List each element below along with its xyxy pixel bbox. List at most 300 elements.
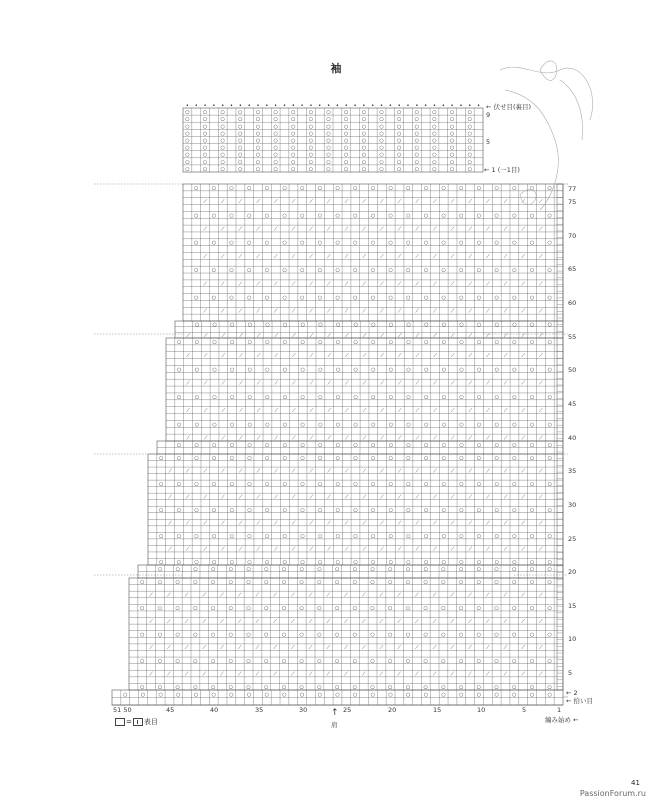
yarn-over-icon: ○ [334,658,340,665]
yarn-over-icon: ○ [282,507,288,514]
yarn-over-icon: ○ [335,185,340,192]
k2tog-icon: ⟋ [415,281,419,288]
k2tog-icon: ⟋ [256,435,261,442]
yarn-over-icon: ○ [273,145,278,152]
yarn-over-icon: ○ [370,240,376,247]
k2tog-icon: ⟋ [168,494,172,501]
k2tog-icon: ⟋ [485,592,490,599]
bind-off-icon: • [212,103,216,109]
yarn-over-icon: ○ [361,130,367,137]
yarn-over-icon: ○ [140,605,145,612]
yarn-over-icon: ○ [229,394,235,401]
k2tog-icon: ⟋ [450,520,455,527]
page-title: 袖 [330,62,342,75]
k2tog-icon: ⟋ [221,199,225,206]
yarn-over-icon: ○ [211,566,216,573]
yarn-over-icon: ○ [406,185,411,192]
k2tog-icon: ⟋ [361,618,366,625]
yarn-over-icon: ○ [308,130,314,137]
yarn-over-icon: ○ [211,212,217,219]
yarn-over-icon: ○ [308,123,314,130]
yarn-over-icon: ○ [211,240,217,247]
yarn-over-icon: ○ [300,455,305,462]
yarn-over-icon: ○ [494,658,499,665]
yarn-over-icon: ○ [423,481,429,488]
yarn-over-icon: ○ [494,481,499,488]
yarn-over-icon: ○ [140,658,145,665]
yarn-over-icon: ○ [432,138,437,144]
bind-off-icon: • [309,103,313,109]
yarn-over-icon: ○ [246,684,251,691]
yarn-over-icon: ○ [255,123,261,130]
yarn-over-icon: ○ [300,321,306,328]
k2tog-icon: ⟋ [203,435,208,442]
yarn-over-icon: ○ [423,691,429,698]
bind-off-icon: • [247,103,251,109]
yarn-over-icon: ○ [529,295,535,302]
k2tog-icon: ⟋ [397,671,401,678]
yarn-over-icon: ○ [265,481,270,488]
k2tog-icon: ⟋ [274,468,278,475]
yarn-over-icon: ○ [494,321,500,328]
k2tog-icon: ⟋ [309,333,314,340]
bind-off-icon: • [468,103,472,109]
yarn-over-icon: ○ [265,533,270,540]
k2tog-icon: ⟋ [221,333,226,340]
yarn-over-icon: ○ [282,185,287,192]
k2tog-icon: ⟋ [256,494,261,501]
yarn-over-icon: ○ [424,394,429,401]
yarn-over-icon: ○ [512,566,517,573]
yarn-over-icon: ○ [193,658,198,665]
yarn-over-icon: ○ [202,123,208,130]
k2tog-icon: ⟋ [237,671,242,678]
k2tog-icon: ⟋ [521,645,525,652]
k2tog-icon: ⟋ [291,494,296,501]
k2tog-icon: ⟋ [415,494,420,501]
yarn-over-icon: ○ [388,533,394,540]
yarn-over-icon: ○ [229,442,235,449]
yarn-over-icon: ○ [467,109,472,116]
yarn-over-icon: ○ [370,684,375,691]
k2tog-icon: ⟋ [291,308,296,315]
yarn-over-icon: ○ [361,116,367,123]
top-row-9: 9 [486,111,491,119]
yarn-over-icon: ○ [334,579,340,586]
yarn-over-icon: ○ [406,295,411,302]
k2tog-icon: ⟋ [255,592,260,599]
yarn-over-icon: ○ [379,159,384,166]
yarn-over-icon: ○ [194,559,199,566]
k2tog-icon: ⟋ [308,671,313,678]
k2tog-icon: ⟋ [486,494,490,501]
k2tog-icon: ⟋ [503,199,508,206]
k2tog-icon: ⟋ [326,671,331,678]
yarn-over-icon: ○ [273,152,278,159]
k2tog-icon: ⟋ [450,671,455,678]
yarn-over-icon: ○ [424,339,429,346]
yarn-over-icon: ○ [423,559,429,566]
k2tog-icon: ⟋ [380,333,384,340]
stitch-number: 10 [477,706,486,714]
k2tog-icon: ⟋ [221,380,226,387]
yarn-over-icon: ○ [388,185,393,192]
k2tog-icon: ⟋ [433,226,437,233]
yarn-over-icon: ○ [477,394,482,401]
yarn-over-icon: ○ [335,455,341,462]
yarn-over-icon: ○ [317,579,322,586]
k2tog-icon: ⟋ [292,380,296,387]
yarn-over-icon: ○ [406,481,411,488]
k2tog-icon: ⟋ [274,308,278,315]
k2tog-icon: ⟋ [238,308,243,315]
k2tog-icon: ⟋ [291,546,296,553]
yarn-over-icon: ○ [361,123,367,130]
yarn-over-icon: ○ [547,212,552,219]
yarn-over-icon: ○ [432,109,437,116]
yarn-over-icon: ○ [529,240,535,247]
yarn-over-icon: ○ [494,632,499,638]
bind-off-icon: • [327,103,331,109]
purl-stitch-icon [133,718,143,726]
k2tog-icon: ⟋ [539,618,543,625]
yarn-over-icon: ○ [273,109,278,116]
k2tog-icon: ⟋ [203,281,207,288]
k2tog-icon: ⟋ [274,253,278,260]
yarn-over-icon: ○ [459,240,464,247]
yarn-over-icon: ○ [353,533,358,540]
yarn-over-icon: ○ [547,684,552,691]
yarn-over-icon: ○ [424,442,429,449]
k2tog-icon: ⟋ [521,380,526,387]
k2tog-icon: ⟋ [238,494,243,501]
yarn-over-icon: ○ [220,166,225,173]
k2tog-icon: ⟋ [362,546,367,553]
yarn-over-icon: ○ [228,632,234,638]
yarn-over-icon: ○ [476,533,482,540]
yarn-over-icon: ○ [396,138,402,144]
yarn-over-icon: ○ [396,130,402,137]
yarn-over-icon: ○ [255,116,261,123]
k2tog-icon: ⟋ [291,618,295,625]
bind-off-icon: • [406,103,410,109]
yarn-over-icon: ○ [370,533,376,540]
yarn-over-icon: ○ [299,632,304,638]
yarn-over-icon: ○ [441,185,446,192]
yarn-over-icon: ○ [202,152,208,159]
k2tog-icon: ⟋ [221,435,226,442]
yarn-over-icon: ○ [370,185,376,192]
yarn-over-icon: ○ [352,632,358,638]
k2tog-icon: ⟋ [309,199,313,206]
k2tog-icon: ⟋ [468,520,473,527]
k2tog-icon: ⟋ [468,253,472,260]
k2tog-icon: ⟋ [326,592,331,599]
footer-watermark: PassionForum.ru [579,789,646,798]
yarn-over-icon: ○ [176,481,182,488]
k2tog-icon: ⟋ [238,520,243,527]
yarn-over-icon: ○ [326,130,331,137]
yarn-over-icon: ○ [228,579,234,586]
k2tog-icon: ⟋ [327,520,331,527]
yarn-over-icon: ○ [194,321,200,328]
yarn-over-icon: ○ [529,658,535,665]
yarn-over-icon: ○ [414,130,420,137]
yarn-over-icon: ○ [334,684,340,691]
k2tog-icon: ⟋ [468,380,473,387]
k2tog-icon: ⟋ [309,520,314,527]
yarn-over-icon: ○ [406,421,411,428]
yarn-over-icon: ○ [335,559,341,566]
yarn-over-icon: ○ [529,267,535,274]
yarn-over-icon: ○ [406,507,411,514]
k2tog-icon: ⟋ [327,308,331,315]
k2tog-icon: ⟋ [503,353,508,360]
yarn-over-icon: ○ [441,394,447,401]
yarn-over-icon: ○ [229,421,235,428]
k2tog-icon: ⟋ [539,645,543,652]
k2tog-icon: ⟋ [203,253,207,260]
k2tog-icon: ⟋ [433,408,437,415]
chart-band [112,690,563,705]
yarn-over-icon: ○ [370,605,375,612]
stitch-number: 45 [166,706,175,714]
k2tog-icon: ⟋ [220,645,224,652]
k2tog-icon: ⟋ [521,618,525,625]
yarn-over-icon: ○ [388,684,393,691]
k2tog-icon: ⟋ [274,353,279,360]
yarn-over-icon: ○ [361,159,367,166]
yarn-over-icon: ○ [441,295,446,302]
yarn-over-icon: ○ [370,566,375,573]
yarn-over-icon: ○ [194,421,200,428]
yarn-over-icon: ○ [264,579,269,586]
yarn-over-icon: ○ [335,507,341,514]
yarn-over-icon: ○ [229,691,234,698]
yarn-over-icon: ○ [423,632,428,638]
k2tog-icon: ⟋ [398,353,402,360]
yarn-over-icon: ○ [423,605,428,612]
yarn-over-icon: ○ [388,632,393,638]
k2tog-icon: ⟋ [184,671,189,678]
k2tog-icon: ⟋ [468,618,472,625]
yarn-over-icon: ○ [238,145,243,152]
yarn-over-icon: ○ [202,138,208,144]
yarn-over-icon: ○ [406,339,411,346]
yarn-over-icon: ○ [194,185,199,192]
yarn-over-icon: ○ [424,321,429,328]
k2tog-icon: ⟋ [486,520,490,527]
yarn-over-icon: ○ [529,442,535,449]
yarn-over-icon: ○ [529,321,535,328]
yarn-over-icon: ○ [423,267,429,274]
yarn-over-icon: ○ [220,109,225,116]
yarn-over-icon: ○ [547,658,552,665]
yarn-over-icon: ○ [370,658,375,665]
yarn-over-icon: ○ [220,123,225,130]
yarn-over-icon: ○ [388,366,394,373]
k2tog-icon: ⟋ [221,353,226,360]
yarn-over-icon: ○ [273,123,278,130]
yarn-over-icon: ○ [353,559,358,566]
k2tog-icon: ⟋ [415,520,420,527]
k2tog-icon: ⟋ [451,333,455,340]
yarn-over-icon: ○ [264,267,270,274]
yarn-over-icon: ○ [476,684,482,691]
k2tog-icon: ⟋ [255,645,260,652]
yarn-over-icon: ○ [220,152,225,159]
k2tog-icon: ⟋ [521,199,525,206]
k2tog-icon: ⟋ [539,468,543,475]
k2tog-icon: ⟋ [292,333,296,340]
yarn-over-icon: ○ [281,632,287,638]
yarn-over-icon: ○ [229,339,235,346]
yarn-over-icon: ○ [176,507,182,514]
yarn-over-icon: ○ [529,185,535,192]
yarn-over-icon: ○ [247,455,252,462]
yarn-over-icon: ○ [476,212,482,219]
yarn-over-icon: ○ [512,339,517,346]
yarn-over-icon: ○ [273,138,278,144]
yarn-over-icon: ○ [512,684,517,691]
yarn-over-icon: ○ [326,152,331,159]
yarn-over-icon: ○ [229,267,234,274]
yarn-over-icon: ○ [476,566,482,573]
k2tog-icon: ⟋ [539,380,543,387]
yarn-over-icon: ○ [512,421,517,428]
k2tog-icon: ⟋ [344,281,349,288]
k2tog-icon: ⟋ [292,408,296,415]
yarn-over-icon: ○ [361,152,367,159]
k2tog-icon: ⟋ [521,308,525,315]
bind-off-icon: • [424,103,428,109]
yarn-over-icon: ○ [229,240,234,247]
yarn-over-icon: ○ [344,145,349,152]
yarn-over-icon: ○ [300,533,305,540]
yarn-over-icon: ○ [529,691,535,698]
yarn-over-icon: ○ [406,442,411,449]
yarn-over-icon: ○ [441,691,446,698]
yarn-over-icon: ○ [459,533,464,540]
yarn-over-icon: ○ [388,442,394,449]
k2tog-icon: ⟋ [309,468,314,475]
k2tog-icon: ⟋ [521,353,526,360]
yarn-over-icon: ○ [388,566,393,573]
yarn-over-icon: ○ [246,579,251,586]
k2tog-icon: ⟋ [379,592,384,599]
yarn-over-icon: ○ [326,109,331,116]
k2tog-icon: ⟋ [203,408,208,415]
yarn-over-icon: ○ [547,632,552,638]
yarn-over-icon: ○ [379,152,384,159]
yarn-over-icon: ○ [175,658,180,665]
yarn-over-icon: ○ [547,366,552,373]
yarn-over-icon: ○ [212,394,217,401]
yarn-over-icon: ○ [212,421,217,428]
k2tog-icon: ⟋ [291,199,296,206]
yarn-over-icon: ○ [547,579,552,586]
k2tog-icon: ⟋ [184,645,189,652]
k2tog-icon: ⟋ [292,353,296,360]
yarn-over-icon: ○ [379,145,384,152]
yarn-over-icon: ○ [247,185,252,192]
k2tog-icon: ⟋ [327,333,332,340]
yarn-over-icon: ○ [441,421,447,428]
k2tog-icon: ⟋ [450,308,455,315]
yarn-over-icon: ○ [300,212,305,219]
yarn-over-icon: ○ [414,138,420,144]
yarn-over-icon: ○ [317,212,323,219]
k2tog-icon: ⟋ [256,546,261,553]
yarn-over-icon: ○ [529,566,535,573]
bind-off-icon: • [300,103,304,109]
yarn-over-icon: ○ [282,533,288,540]
yarn-over-icon: ○ [467,145,472,152]
k2tog-icon: ⟋ [327,468,331,475]
yarn-over-icon: ○ [379,166,384,173]
yarn-over-icon: ○ [273,130,278,137]
yarn-over-icon: ○ [477,366,482,373]
yarn-over-icon: ○ [405,632,411,638]
row-number: 10 [568,635,577,643]
yarn-over-icon: ○ [318,321,323,328]
yarn-over-icon: ○ [512,533,517,540]
yarn-over-icon: ○ [247,339,252,346]
yarn-over-icon: ○ [255,130,261,137]
k2tog-icon: ⟋ [380,520,384,527]
k2tog-icon: ⟋ [326,618,331,625]
bind-off-icon: • [221,103,225,109]
yarn-over-icon: ○ [352,566,358,573]
yarn-over-icon: ○ [388,579,393,586]
k2tog-icon: ⟋ [468,645,472,652]
yarn-over-icon: ○ [176,442,182,449]
yarn-over-icon: ○ [317,605,322,612]
shoulder-label: 肩 [331,721,338,729]
k2tog-icon: ⟋ [485,645,490,652]
yarn-over-icon: ○ [335,295,340,302]
yarn-over-icon: ○ [326,159,331,166]
k2tog-icon: ⟋ [256,253,260,260]
yarn-over-icon: ○ [370,632,375,638]
k2tog-icon: ⟋ [539,353,543,360]
k2tog-icon: ⟋ [220,618,224,625]
bind-off-icon: • [477,103,481,109]
yarn-over-icon: ○ [265,366,270,373]
yarn-over-icon: ○ [441,366,447,373]
yarn-over-icon: ○ [353,185,358,192]
yarn-over-icon: ○ [300,339,305,346]
k2tog-icon: ⟋ [168,546,172,553]
yarn-over-icon: ○ [529,481,535,488]
yarn-over-icon: ○ [299,691,305,698]
k2tog-icon: ⟋ [539,592,543,599]
yarn-over-icon: ○ [247,559,252,566]
k2tog-icon: ⟋ [167,671,171,678]
k2tog-icon: ⟋ [256,226,260,233]
k2tog-icon: ⟋ [221,520,225,527]
yarn-over-icon: ○ [193,605,198,612]
yarn-over-icon: ○ [529,394,535,401]
yarn-over-icon: ○ [318,442,323,449]
k2tog-icon: ⟋ [503,592,508,599]
yarn-over-icon: ○ [547,267,552,274]
k2tog-icon: ⟋ [309,281,313,288]
yarn-over-icon: ○ [388,267,393,274]
yarn-over-icon: ○ [194,481,199,488]
yarn-over-icon: ○ [326,138,331,144]
yarn-over-icon: ○ [547,321,552,328]
